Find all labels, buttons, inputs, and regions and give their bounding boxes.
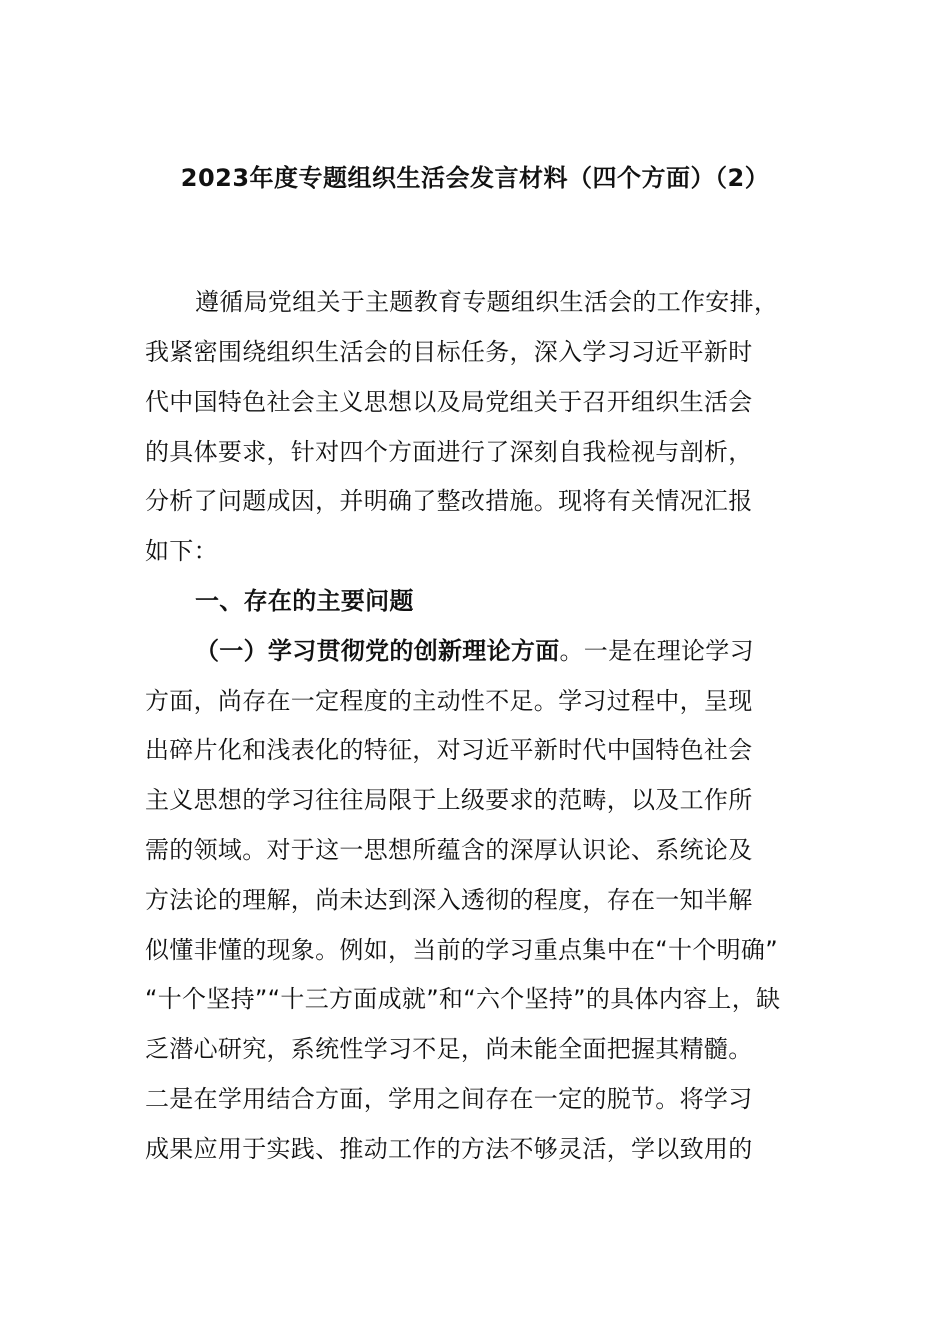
body-line: 方法论的理解，尚未达到深入透彻的程度，存在一知半解 bbox=[145, 886, 753, 914]
body-line: 成果应用于实践、推动工作的方法不够灵活，学以致用的 bbox=[145, 1135, 753, 1163]
intro-line: 的具体要求，针对四个方面进行了深刻自我检视与剖析， bbox=[145, 438, 753, 466]
body-line: 出碎片化和浅表化的特征，对习近平新时代中国特色社会 bbox=[145, 736, 753, 764]
document-title: 2023年度专题组织生活会发言材料（四个方面）（2） bbox=[180, 164, 770, 192]
body-line: 似懂非懂的现象。例如，当前的学习重点集中在“十个明确” bbox=[145, 936, 778, 964]
intro-line: 分析了问题成因，并明确了整改措施。现将有关情况汇报 bbox=[145, 487, 753, 515]
body-line: 主义思想的学习往往局限于上级要求的范畴，以及工作所 bbox=[145, 786, 753, 814]
body-line: 二是在学用结合方面，学用之间存在一定的脱节。将学习 bbox=[145, 1085, 753, 1113]
body-line: 乏潜心研究，系统性学习不足，尚未能全面把握其精髓。 bbox=[145, 1035, 753, 1063]
subsection-heading: （一）学习贯彻党的创新理论方面 bbox=[195, 637, 560, 665]
intro-line: 遵循局党组关于主题教育专题组织生活会的工作安排， bbox=[195, 288, 779, 316]
intro-line: 我紧密围绕组织生活会的目标任务，深入学习习近平新时 bbox=[145, 338, 753, 366]
intro-line: 如下： bbox=[145, 537, 218, 565]
intro-line: 代中国特色社会主义思想以及局党组关于召开组织生活会 bbox=[145, 388, 753, 416]
subsection-first-line bbox=[195, 633, 754, 669]
subsection-first-line-rest: 。一是在理论学习 bbox=[559, 637, 754, 665]
body-line: 需的领域。对于这一思想所蕴含的深厚认识论、系统论及 bbox=[145, 836, 753, 864]
section-heading: 一、存在的主要问题 bbox=[195, 587, 414, 615]
body-line: “十个坚持”“十三方面成就”和“六个坚持”的具体内容上，缺 bbox=[145, 985, 781, 1013]
body-line: 方面，尚存在一定程度的主动性不足。学习过程中，呈现 bbox=[145, 687, 753, 715]
